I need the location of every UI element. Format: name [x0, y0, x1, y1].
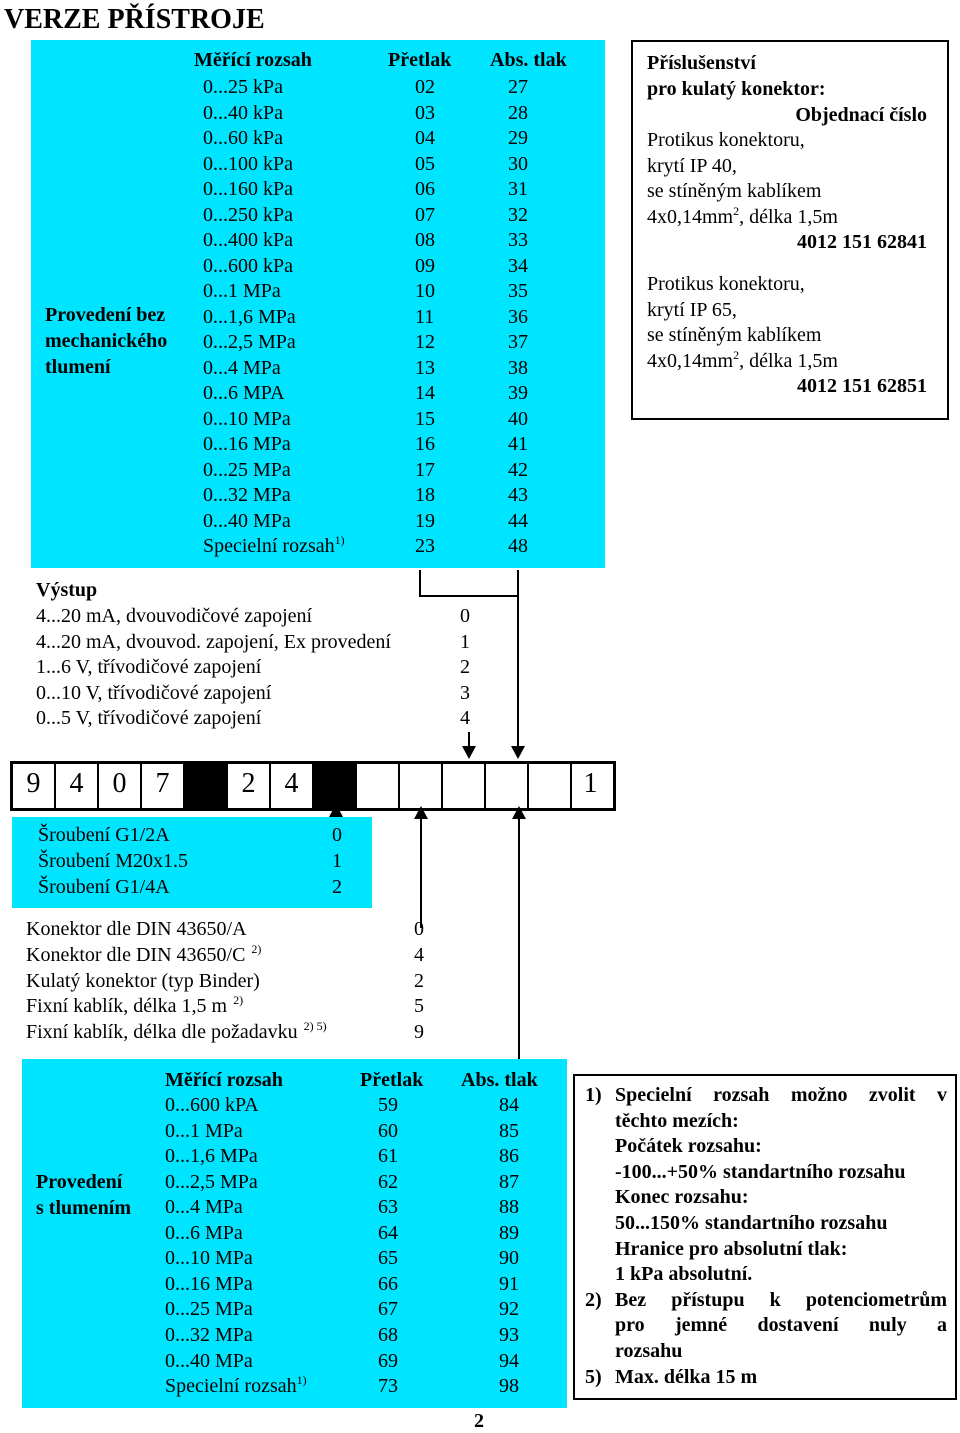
damped-row-abs: 85	[499, 1119, 519, 1142]
undamped-row-abs: 44	[508, 509, 528, 532]
note-number: 2)	[585, 1288, 602, 1311]
accessories-title-1: Příslušenství	[647, 52, 756, 74]
output-row-code: 4	[460, 707, 470, 730]
damped-row-overload: 65	[378, 1247, 398, 1270]
undamped-row-abs: 39	[508, 382, 528, 404]
undamped-row-abs: 36	[508, 305, 528, 328]
output-row	[36, 629, 486, 655]
code-cell: 9	[13, 764, 56, 808]
damped-row-abs: 89	[499, 1221, 519, 1244]
accessories-order-header: Objednací číslo	[795, 104, 927, 126]
damped-row-overload: 68	[378, 1323, 398, 1346]
damped-row-abs: 91	[499, 1272, 519, 1295]
accessory-item-2	[647, 272, 937, 400]
undamped-row	[31, 482, 605, 508]
note-item	[585, 1083, 947, 1288]
undamped-row-abs: 43	[508, 484, 528, 506]
connector-row	[26, 968, 436, 994]
connector-row-label-wrap	[26, 942, 261, 968]
damped-row-overload: 69	[378, 1349, 398, 1372]
code-cell-filled	[185, 764, 228, 808]
undamped-row	[31, 406, 605, 432]
undamped-row-overload: 06	[415, 178, 435, 200]
damped-row-range: 0...40 MPa	[165, 1349, 253, 1372]
damped-row-overload: 67	[378, 1298, 398, 1321]
damped-row	[22, 1296, 567, 1322]
undamped-row-abs: 33	[508, 229, 528, 251]
undamped-row-abs: 27	[508, 76, 528, 98]
connector-row-code: 0	[414, 918, 424, 940]
output-row-label: 0...10 V, třívodičové zapojení	[36, 681, 272, 704]
accessory-1-line4a: 4x0,14mm	[647, 205, 734, 228]
undamped-row	[31, 278, 605, 304]
undamped-row-range: 0...40 MPa	[203, 509, 291, 532]
note-line: Max. délka 15 m	[615, 1365, 758, 1388]
note-line: Hranice pro absolutní tlak:	[615, 1237, 848, 1260]
undamped-header-range: Měřící rozsah	[194, 49, 312, 71]
code-cell: 1	[583, 768, 598, 799]
accessory-2-line2: krytí IP 65,	[647, 298, 737, 321]
undamped-row-range: 0...25 kPa	[203, 76, 283, 98]
damped-row	[22, 1143, 567, 1169]
connector-row-label: Konektor dle DIN 43650/A	[26, 918, 247, 940]
undamped-row-abs: 31	[508, 178, 528, 200]
output-row	[36, 705, 486, 731]
output-row-code: 1	[460, 630, 470, 653]
code-box-strip	[10, 761, 616, 811]
output-title: Výstup	[36, 579, 98, 601]
connector-row-label: Fixní kablík, délka dle požadavku	[26, 1021, 298, 1044]
undamped-row-range: 0...160 kPa	[203, 178, 293, 200]
undamped-row-range: 0...250 kPa	[203, 203, 293, 226]
damped-row-abs: 87	[499, 1170, 519, 1193]
undamped-row-range: 0...10 MPa	[203, 407, 291, 430]
undamped-special-row	[31, 533, 605, 559]
undamped-row	[31, 100, 605, 126]
undamped-row-overload: 13	[415, 356, 435, 379]
undamped-row-range: 0...1,6 MPa	[203, 305, 296, 328]
undamped-row-abs: 41	[508, 433, 528, 455]
code-cell	[357, 764, 400, 808]
undamped-row-range: 0...4 MPa	[203, 356, 281, 379]
output-row-code: 0	[460, 605, 470, 627]
damped-row-range: 0...10 MPa	[165, 1247, 253, 1270]
note-line: Bez přístupu k potenciometrům	[615, 1288, 947, 1311]
damped-row	[22, 1118, 567, 1144]
damped-row-range: 0...32 MPa	[165, 1323, 253, 1346]
undamped-row-overload: 04	[415, 127, 435, 149]
accessory-2-line1: Protikus konektoru,	[647, 273, 805, 295]
undamped-row-abs: 30	[508, 152, 528, 175]
undamped-row-range: 0...16 MPa	[203, 433, 291, 455]
note-number: 1)	[585, 1084, 602, 1106]
damped-row-overload: 60	[378, 1119, 398, 1142]
undamped-row-abs: 38	[508, 356, 528, 379]
damped-panel	[22, 1059, 567, 1408]
damped-row	[22, 1220, 567, 1246]
code-cell	[400, 764, 443, 808]
damped-row-range: 0...1,6 MPa	[165, 1145, 258, 1168]
undamped-row	[31, 380, 605, 406]
damped-row-abs: 86	[499, 1145, 519, 1168]
undamped-row	[31, 457, 605, 483]
connector-row-label: Kulatý konektor (typ Binder)	[26, 969, 260, 992]
accessory-2-code: 4012 151 62851	[797, 375, 927, 398]
undamped-row-range: 0...40 kPa	[203, 101, 283, 124]
damped-special-sup: 1)	[296, 1373, 307, 1387]
accessory-2-line4b: , délka 1,5m	[739, 349, 838, 372]
damped-row	[22, 1092, 567, 1118]
damped-row	[22, 1245, 567, 1271]
undamped-label-1: Provedení bez	[45, 304, 166, 326]
damped-row-abs: 84	[499, 1094, 519, 1116]
damped-row-range: 0...2,5 MPa	[165, 1170, 258, 1193]
output-row	[36, 654, 486, 680]
bracket-left-line	[419, 570, 421, 596]
undamped-row	[31, 227, 605, 253]
arrow-output-icon	[462, 746, 476, 759]
damped-header-overload: Přetlak	[360, 1069, 424, 1091]
undamped-row	[31, 125, 605, 151]
undamped-row-overload: 19	[415, 509, 435, 532]
accessory-1-line3: se stíněným kablíkem	[647, 180, 822, 203]
note-line: -100...+50% standartního rozsahu	[615, 1160, 906, 1183]
accessory-1-line4b: , délka 1,5m	[739, 205, 838, 228]
thread-row-label: Šroubení G1/2A	[38, 824, 170, 846]
damped-row-abs: 93	[499, 1323, 519, 1346]
undamped-row-range: 0...6 MPA	[203, 382, 285, 404]
undamped-row-overload: 09	[415, 254, 435, 277]
undamped-row-range: 0...32 MPa	[203, 484, 291, 506]
page-title: VERZE PŘÍSTROJE	[4, 4, 265, 35]
damped-row-overload: 63	[378, 1196, 398, 1219]
accessories-box	[631, 40, 949, 420]
note-item	[585, 1365, 947, 1391]
thread-row	[38, 848, 358, 874]
code-cell	[443, 764, 486, 808]
note-line: 50...150% standartního rozsahu	[615, 1211, 888, 1234]
undamped-row	[31, 431, 605, 457]
damped-row	[22, 1271, 567, 1297]
note-item	[585, 1288, 947, 1365]
code-cell: 2	[228, 764, 271, 808]
undamped-row-overload: 11	[415, 305, 435, 328]
damped-row-range: 0...6 MPa	[165, 1221, 243, 1244]
bracket-bottom-line	[419, 595, 519, 597]
page-number: 2	[474, 1410, 484, 1432]
connector-row-code: 4	[414, 943, 424, 966]
note-line: pro jemné dostavení nuly a	[615, 1314, 947, 1337]
undamped-row-range: 0...100 kPa	[203, 152, 293, 175]
undamped-special-abs: 48	[508, 535, 528, 557]
undamped-special-overload: 23	[415, 535, 435, 557]
connector-row	[26, 942, 436, 968]
connector-row-label-wrap	[26, 993, 243, 1019]
accessory-1-sup: 2	[733, 203, 740, 218]
thread-row-label: Šroubení G1/4A	[38, 875, 170, 898]
damped-special-row	[22, 1373, 567, 1399]
code-cell: 4	[56, 764, 99, 808]
undamped-row-overload: 14	[415, 382, 435, 404]
code-cell: 7	[142, 764, 185, 808]
connector-row-label-wrap	[26, 968, 260, 994]
damped-special-overload: 73	[378, 1375, 398, 1397]
damped-row-overload: 62	[378, 1170, 398, 1193]
output-row-label: 0...5 V, třívodičové zapojení	[36, 707, 262, 730]
connector-row-label-wrap	[26, 916, 247, 942]
undamped-row-abs: 32	[508, 203, 528, 226]
damped-header-abs: Abs. tlak	[461, 1069, 538, 1091]
undamped-row-range: 0...600 kPa	[203, 254, 293, 277]
accessories-title-2: pro kulatý konektor:	[647, 78, 826, 100]
thread-row-code: 2	[332, 875, 342, 898]
undamped-row	[31, 74, 605, 100]
note-line: rozsahu	[615, 1339, 683, 1362]
code-cell-filled	[314, 764, 357, 808]
output-row-code: 2	[460, 656, 470, 679]
thread-row	[38, 822, 358, 848]
damped-row-abs: 88	[499, 1196, 519, 1219]
accessory-2-line4a: 4x0,14mm	[647, 349, 734, 372]
undamped-row-abs: 40	[508, 407, 528, 430]
damped-row	[22, 1322, 567, 1348]
thread-row-code: 0	[332, 824, 342, 846]
undamped-row-overload: 03	[415, 101, 435, 124]
connector-row-label-wrap	[26, 1019, 327, 1045]
connector-row-code: 9	[414, 1021, 424, 1044]
connector-row	[26, 916, 436, 942]
damped-label-2: s tlumením	[36, 1197, 131, 1219]
undamped-label-2: mechanického	[45, 330, 168, 352]
damped-row-range: 0...4 MPa	[165, 1196, 243, 1219]
undamped-row-overload: 15	[415, 407, 435, 430]
undamped-row-range: 0...25 MPa	[203, 458, 291, 481]
connector-row-code: 2	[414, 969, 424, 992]
accessory-2-line3: se stíněným kablíkem	[647, 324, 822, 347]
note-number: 5)	[585, 1365, 602, 1388]
damped-arrow-line	[518, 818, 520, 1060]
damped-row-overload: 61	[378, 1145, 398, 1168]
undamped-row-overload: 18	[415, 484, 435, 506]
damped-label-1: Provedení	[36, 1171, 123, 1193]
code-cells	[13, 764, 613, 808]
note-line: Počátek rozsahu:	[615, 1135, 762, 1158]
connector-row-label: Fixní kablík, délka 1,5 m	[26, 995, 228, 1018]
damped-row-abs: 92	[499, 1298, 519, 1321]
thread-row-label: Šroubení M20x1.5	[38, 849, 188, 872]
undamped-label-3: tlumení	[45, 356, 111, 378]
undamped-row-abs: 37	[508, 331, 528, 353]
undamped-row	[31, 176, 605, 202]
damped-row-abs: 94	[499, 1349, 519, 1372]
damped-row-range: 0...16 MPa	[165, 1272, 253, 1295]
undamped-row-overload: 16	[415, 433, 435, 455]
undamped-row-overload: 10	[415, 280, 435, 302]
note-line: Specielní rozsah možno zvolit v	[615, 1084, 947, 1106]
undamped-panel	[31, 40, 605, 568]
undamped-row-range: 0...1 MPa	[203, 280, 281, 302]
accessory-1-line2: krytí IP 40,	[647, 154, 737, 177]
output-row-label: 4...20 mA, dvouvod. zapojení, Ex provedení	[36, 630, 391, 653]
damped-row-overload: 59	[378, 1094, 398, 1116]
damped-special-abs: 98	[499, 1375, 519, 1397]
undamped-row-abs: 28	[508, 101, 528, 124]
undamped-header-overload: Přetlak	[388, 49, 452, 71]
undamped-special-sup: 1)	[334, 533, 345, 547]
connector-row-sup: 2)	[251, 941, 262, 956]
undamped-row-overload: 05	[415, 152, 435, 175]
arrow-thread-icon	[329, 804, 343, 817]
code-cell	[529, 764, 572, 808]
arrow-range-icon	[511, 746, 525, 759]
thread-row-code: 1	[332, 849, 342, 872]
connector-row	[26, 993, 436, 1019]
code-cell: 0	[99, 764, 142, 808]
undamped-row-overload: 07	[415, 203, 435, 226]
undamped-row	[31, 202, 605, 228]
connector-row	[26, 1019, 436, 1045]
output-row-label: 1...6 V, třívodičové zapojení	[36, 656, 262, 679]
output-row	[36, 603, 486, 629]
connector-row-sup: 2) 5)	[303, 1019, 327, 1034]
note-line: Konec rozsahu:	[615, 1186, 749, 1209]
accessory-1-code: 4012 151 62841	[797, 231, 927, 254]
undamped-row	[31, 508, 605, 534]
damped-row-overload: 66	[378, 1272, 398, 1295]
undamped-row-overload: 12	[415, 331, 435, 353]
undamped-row-range: 0...2,5 MPa	[203, 331, 296, 353]
undamped-row-abs: 35	[508, 280, 528, 302]
accessory-1-line1: Protikus konektoru,	[647, 129, 805, 151]
accessory-item-1	[647, 128, 937, 256]
code-cell: 4	[271, 764, 314, 808]
undamped-special-range: Specielní rozsah	[203, 535, 335, 557]
undamped-row-abs: 42	[508, 458, 528, 481]
undamped-header-abs: Abs. tlak	[490, 49, 567, 71]
undamped-row-overload: 08	[415, 229, 435, 251]
connector-row-sup: 2)	[233, 993, 244, 1008]
damped-row-range: 0...25 MPa	[165, 1298, 253, 1321]
connector-row-code: 5	[414, 995, 424, 1018]
thread-row	[38, 874, 358, 900]
notes-box	[573, 1074, 957, 1400]
damped-row-range: 0...1 MPa	[165, 1119, 243, 1142]
bracket-right-line	[517, 570, 519, 748]
output-row-label: 4...20 mA, dvouvodičové zapojení	[36, 605, 313, 627]
undamped-row-abs: 34	[508, 254, 528, 277]
damped-special-range: Specielní rozsah	[165, 1375, 297, 1397]
code-cell	[486, 764, 529, 808]
notes-content	[585, 1083, 947, 1390]
note-line: těchto mezích:	[615, 1109, 739, 1132]
undamped-row-overload: 17	[415, 458, 435, 481]
damped-row-overload: 64	[378, 1221, 398, 1244]
damped-row	[22, 1348, 567, 1374]
connector-arrow-line	[420, 818, 422, 928]
damped-row-range: 0...600 kPA	[165, 1094, 259, 1116]
undamped-row	[31, 253, 605, 279]
damped-header-range: Měřící rozsah	[165, 1069, 283, 1091]
undamped-row	[31, 355, 605, 381]
undamped-row-abs: 29	[508, 127, 528, 149]
output-row-code: 3	[460, 681, 470, 704]
note-line: 1 kPa absolutní.	[615, 1263, 753, 1286]
damped-row-abs: 90	[499, 1247, 519, 1270]
accessory-2-sup: 2	[733, 347, 740, 362]
undamped-row-overload: 02	[415, 76, 435, 98]
connector-row-label: Konektor dle DIN 43650/C	[26, 943, 246, 966]
undamped-row-range: 0...400 kPa	[203, 229, 293, 251]
output-row	[36, 680, 486, 706]
threads-panel	[12, 817, 372, 908]
undamped-row-range: 0...60 kPa	[203, 127, 283, 149]
undamped-row	[31, 151, 605, 177]
